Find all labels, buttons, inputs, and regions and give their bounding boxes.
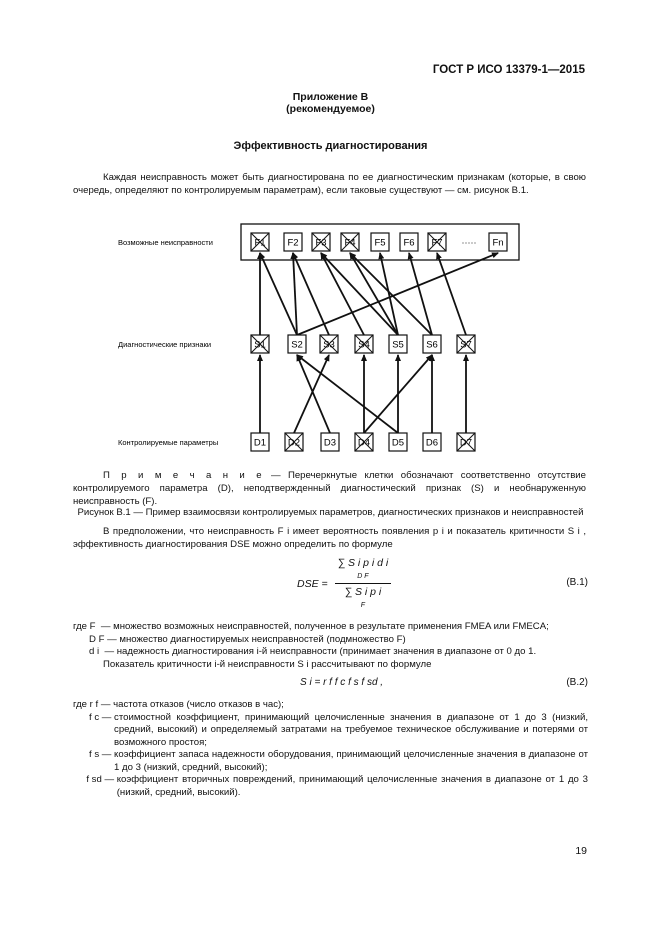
- row-label-symptoms: Диагностические признаки: [118, 340, 212, 349]
- param-d2-box: [285, 433, 303, 451]
- param-d7-box: [457, 433, 475, 451]
- definition-b2-text: стоимостной коэффициент, принимающий целочисленные значения в диапазоне от 1 до 3 (низкий, средний, высокий) и определяемый затратами на требуемое техническое обслуживание и потерями от возможного простоя;: [114, 711, 588, 748]
- definitions-b1: [73, 621, 588, 659]
- svg-text:·····: ·····: [461, 237, 477, 248]
- svg-text:S3: S3: [323, 339, 335, 351]
- definition-b1-row: [73, 634, 588, 647]
- note-text: — Перечеркнутые клетки обозначают соответственно отсутствие контролируемого параметра (D), неподтвержденный диагностический признак (S) и необнаруженную неисправность (F).: [73, 470, 586, 507]
- fault-fn-box: [489, 233, 507, 251]
- symptom-s1-box: [251, 335, 269, 353]
- definition-b1-symbol: D F —: [73, 633, 120, 645]
- formula-b1-numerator: ∑ S i p i d i D F: [335, 557, 392, 584]
- definition-b1-text: надежность диагностирования i-й неисправности (принимает значения в диапазоне от 0 до 1.: [116, 646, 537, 657]
- figure-note: [73, 469, 586, 508]
- fault--box: [462, 238, 477, 248]
- svg-text:D6: D6: [425, 437, 439, 449]
- param-d5-box: [389, 433, 407, 451]
- svg-text:F5: F5: [374, 237, 386, 249]
- svg-text:Fn: Fn: [492, 237, 504, 249]
- formula-b1-number: (В.1): [566, 577, 588, 588]
- svg-text:S6: S6: [426, 339, 438, 351]
- formula-b2: S i = r f f c f s f sd ,: [300, 677, 384, 688]
- definition-b1-text: множество возможных неисправностей, полученное в результате применения FMEA или FMECA;: [113, 621, 549, 632]
- param-d3-box: [321, 433, 339, 451]
- appendix-title: Приложение В: [292, 91, 369, 103]
- symptom-s4-box: [355, 335, 373, 353]
- definition-b1-row: [73, 646, 588, 659]
- formula-b1-lhs: DSE =: [297, 577, 328, 590]
- param-d4-box: [355, 433, 373, 451]
- definition-b1-symbol: d i —: [73, 646, 117, 657]
- svg-text:F4: F4: [344, 237, 356, 249]
- page-number: 19: [575, 845, 587, 857]
- section-title: Эффективность диагностирования: [233, 140, 428, 152]
- symptom-s7-box: [457, 335, 475, 353]
- formula-b2-number: (В.2): [566, 677, 588, 688]
- definition-b2-row: [73, 774, 588, 799]
- fault-f1-box: [251, 233, 269, 251]
- row-label-faults: Возможные неисправности: [118, 238, 213, 247]
- definition-b2-symbol: f c —: [73, 711, 115, 723]
- svg-text:D4: D4: [357, 437, 371, 449]
- definition-b2-symbol: где r f —: [73, 699, 114, 710]
- symptom-s2-box: [288, 335, 306, 353]
- fault-f3-box: [312, 233, 330, 251]
- formula-b1-denominator: ∑ S i p i F: [344, 586, 382, 609]
- standard-header: ГОСТ Р ИСО 13379-1—2015: [432, 64, 585, 76]
- svg-text:S7: S7: [460, 339, 472, 351]
- definition-b2-text: частота отказов (число отказов в час);: [113, 699, 284, 710]
- svg-text:S4: S4: [358, 339, 370, 351]
- svg-text:F2: F2: [287, 237, 299, 249]
- link-arrow: [321, 253, 398, 335]
- fault-f2-box: [284, 233, 302, 251]
- diagnostic-diagram: [100, 218, 530, 458]
- intro-paragraph: Каждая неисправность может быть диагностирована по ее диагностическим признакам (которые, в свою очередь, определяют по контролируемым параметрам), если таковые существуют — см. рисунок В.1.: [73, 172, 586, 196]
- row-label-params: Контролируемые параметры: [118, 438, 219, 447]
- svg-text:S1: S1: [254, 339, 266, 351]
- figure-caption: Рисунок В.1 — Пример взаимосвязи контролируемых параметров, диагностических признаков и неисправностей: [77, 507, 584, 518]
- appendix-heading: [0, 91, 661, 115]
- definition-b2-row: [73, 712, 588, 750]
- definition-b1-text: множество диагностируемых неисправностей (подмножество F): [119, 633, 406, 645]
- param-d1-box: [251, 433, 269, 451]
- svg-text:D5: D5: [391, 437, 405, 449]
- paragraph-criticality: Показатель критичности i-й неисправности S i рассчитывают по формуле: [103, 659, 432, 670]
- symptom-s5-box: [389, 335, 407, 353]
- svg-text:F6: F6: [403, 237, 415, 249]
- symptom-s6-box: [423, 335, 441, 353]
- definition-b2-text: коэффициент запаса надежности оборудования, принимающий целочисленные значения в диапазоне от 1 до 3 (низкий, средний, высокий);: [114, 749, 588, 773]
- definition-b2-text: коэффициент вторичных повреждений, принимающий целочисленные значения в диапазоне от 1 до 3 (низкий, средний, высокий).: [116, 774, 588, 798]
- link-arrow: [293, 253, 329, 335]
- svg-text:D2: D2: [287, 437, 301, 449]
- definition-b2-row: [73, 749, 588, 774]
- svg-text:F7: F7: [431, 237, 443, 249]
- link-arrow: [293, 253, 297, 335]
- definition-b1-symbol: где F —: [73, 621, 114, 632]
- link-arrow: [437, 253, 466, 335]
- note-label: П р и м е ч а н и е: [103, 470, 264, 481]
- svg-text:F1: F1: [254, 237, 266, 249]
- fault-f5-box: [371, 233, 389, 251]
- formula-b1: [297, 557, 391, 610]
- appendix-subtitle: (рекомендуемое): [286, 103, 375, 115]
- param-d6-box: [423, 433, 441, 451]
- paragraph-dse: [73, 525, 586, 551]
- fault-f6-box: [400, 233, 418, 251]
- svg-text:D3: D3: [323, 437, 337, 449]
- svg-text:S2: S2: [291, 339, 303, 351]
- definition-b2-symbol: f s —: [73, 749, 115, 760]
- paragraph-dse-text: В предположении, что неисправность F i имеет вероятность появления p i и показатель критичности S i , эффективность диагностирования DSE можно определить по формуле: [73, 526, 586, 550]
- definitions-b2: [73, 699, 588, 799]
- definition-b1-row: [73, 621, 588, 634]
- link-arrow: [260, 253, 297, 335]
- svg-text:D1: D1: [253, 437, 267, 449]
- svg-text:D7: D7: [459, 437, 473, 449]
- fault-f4-box: [341, 233, 359, 251]
- svg-text:S5: S5: [392, 339, 404, 351]
- definition-b2-symbol: f sd —: [73, 774, 117, 785]
- symptom-s3-box: [320, 335, 338, 353]
- definition-b2-row: [73, 699, 588, 712]
- svg-text:F3: F3: [315, 237, 327, 249]
- formula-b1-fraction: [335, 557, 392, 610]
- fault-f7-box: [428, 233, 446, 251]
